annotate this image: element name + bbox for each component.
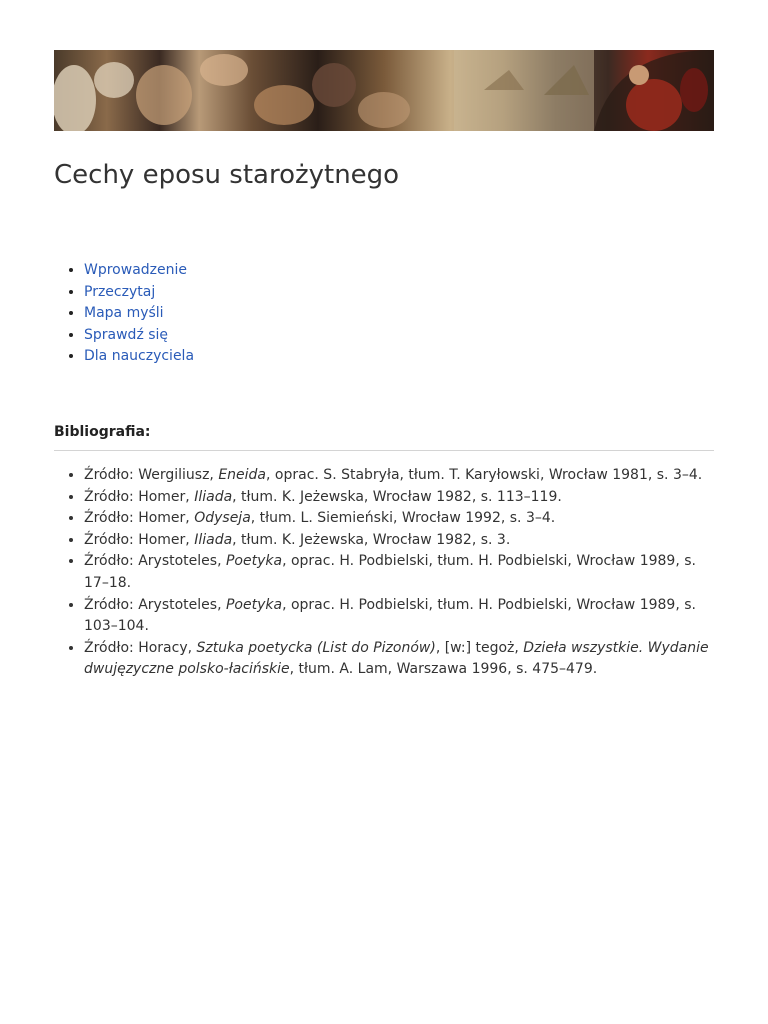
entry-details: , [w:] tegoż,	[435, 639, 524, 656]
entry-details: , tłum. K. Jeżewska, Wrocław 1982, s. 113–119.	[232, 488, 562, 505]
toc-item	[84, 346, 194, 368]
entry-source: Źródło: Arystoteles,	[84, 553, 226, 570]
toc-link-sprawdz-sie[interactable]: Sprawdź się	[84, 326, 169, 343]
bibliography-entry	[84, 465, 714, 487]
bibliography-entry	[84, 638, 714, 681]
entry-title: Poetyka	[225, 596, 283, 613]
entry-details: , oprac. H. Podbielski, tłum. H. Podbielski, Wrocław 1989, s. 103–104.	[84, 596, 696, 635]
toc-item	[84, 325, 194, 347]
entry-details: , oprac. S. Stabryła, tłum. T. Karyłowski, Wrocław 1981, s. 3–4.	[266, 467, 703, 483]
toc-item	[84, 303, 194, 325]
bibliography-entry	[84, 551, 714, 594]
entry-source: Źródło: Homer,	[84, 531, 195, 548]
entry-source: Źródło: Horacy,	[84, 639, 197, 656]
toc-item	[84, 282, 194, 304]
bibliography-entry	[84, 530, 714, 552]
page-title: Cechy eposu starożytnego	[54, 160, 400, 190]
toc-link-przeczytaj[interactable]: Przeczytaj	[84, 283, 156, 300]
table-of-contents	[54, 260, 194, 368]
toc-link-wprowadzenie[interactable]: Wprowadzenie	[84, 262, 187, 278]
entry-title: Iliada	[194, 531, 233, 548]
entry-title: Poetyka	[225, 553, 283, 570]
entry-details: , tłum. A. Lam, Warszawa 1996, s. 475–479.	[289, 661, 598, 678]
entry-title: Eneida	[218, 467, 267, 483]
entry-title: Sztuka poetycka (List do Pizonów)	[196, 639, 436, 656]
divider	[54, 450, 714, 451]
header-banner-image	[54, 50, 714, 131]
bibliography-entry	[84, 508, 714, 530]
bibliography-entry	[84, 595, 714, 638]
toc-link-dla-nauczyciela[interactable]: Dla nauczyciela	[84, 348, 195, 365]
entry-details: , tłum. L. Siemieński, Wrocław 1992, s. 3–4.	[250, 510, 556, 527]
entry-title: Iliada	[194, 488, 233, 505]
entry-details: , oprac. H. Podbielski, tłum. H. Podbielski, Wrocław 1989, s. 17–18.	[84, 553, 696, 591]
entry-source: Źródło: Arystoteles,	[84, 596, 226, 613]
bibliography-list	[54, 465, 714, 681]
entry-title: Dzieła wszystkie. Wydanie dwujęzyczne polsko-łacińskie	[84, 639, 709, 678]
bibliography-heading: Bibliografia:	[54, 424, 151, 440]
entry-source: Źródło: Wergiliusz,	[84, 467, 219, 483]
bibliography-entry	[84, 487, 714, 509]
entry-source: Źródło: Homer,	[84, 510, 195, 527]
banner-painting	[54, 50, 714, 131]
toc-item	[84, 260, 194, 282]
toc-link-mapa-mysli[interactable]: Mapa myśli	[84, 305, 164, 322]
entry-title: Odyseja	[194, 510, 251, 527]
entry-details: , tłum. K. Jeżewska, Wrocław 1982, s. 3.	[232, 531, 511, 548]
entry-source: Źródło: Homer,	[84, 488, 195, 505]
